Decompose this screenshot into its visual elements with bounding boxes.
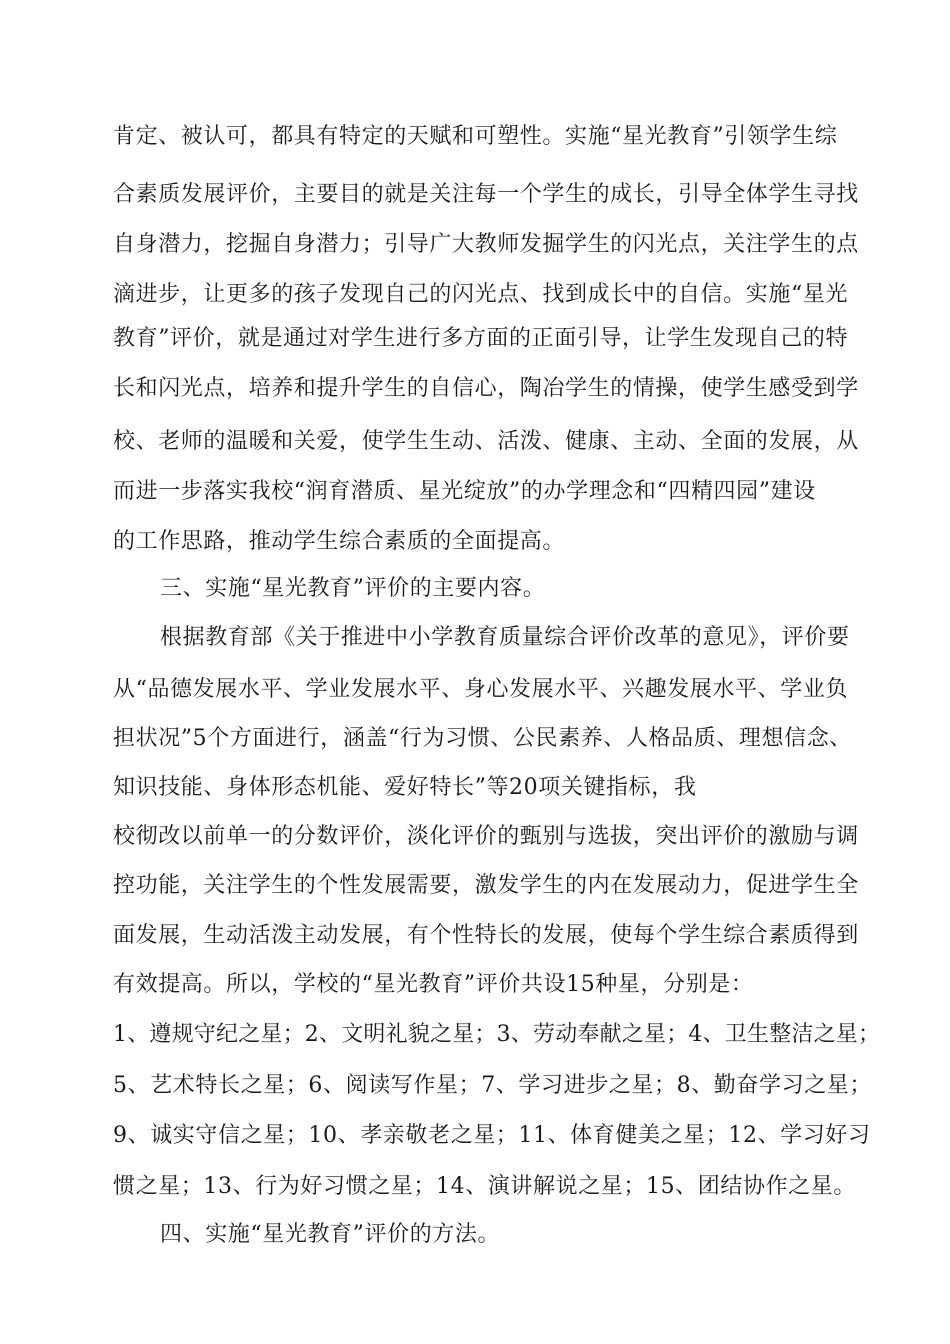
paragraph-line: 校彻改以前单一的分数评价，淡化评价的甄别与选拔，突出评价的激励与调 xyxy=(113,824,859,849)
paragraph-line: 滴进步，让更多的孩子发现自己的闪光点、找到成长中的自信。实施“星光 xyxy=(113,282,849,307)
paragraph-line: 面发展，生动活泼主动发展，有个性特长的发展，使每个学生综合素质得到 xyxy=(113,923,859,948)
paragraph-line: 自身潜力，挖掘自身潜力；引导广大教师发掘学生的闪光点，关注学生的点 xyxy=(113,232,859,257)
paragraph-line: 有效提高。所以，学校的“星光教育”评价共设15种星，分别是： xyxy=(113,972,754,997)
paragraph-line: 知识技能、身体形态机能、爱好特长”等20项关键指标，我 xyxy=(113,775,697,800)
paragraph-line: 担状况”5个方面进行，涵盖“行为习惯、公民素养、人格品质、理想信念、 xyxy=(113,726,852,751)
paragraph-line: 教育”评价，就是通过对学生进行多方面的正面引导，让学生发现自己的特 xyxy=(113,326,849,351)
paragraph-line: 肯定、被认可，都具有特定的天赋和可塑性。实施“星光教育”引领学生综 xyxy=(113,124,838,149)
paragraph-line: 根据教育部《关于推进中小学教育质量综合评价改革的意见》，评价要 xyxy=(160,625,850,650)
paragraph-line: 的工作思路，推动学生综合素质的全面提高。 xyxy=(113,529,566,554)
paragraph-line: 校、老师的温暖和关爱，使学生生动、活泼、健康、主动、全面的发展，从 xyxy=(113,429,859,454)
paragraph-line: 从“品德发展水平、学业发展水平、身心发展水平、兴趣发展水平、学业负 xyxy=(113,677,849,702)
paragraph-line: 长和闪光点，培养和提升学生的自信心，陶冶学生的情操，使学生感受到学 xyxy=(113,376,859,401)
star-list-line: 9、诚实守信之星；10、孝亲敬老之星；11、体育健美之星；12、学习好习 xyxy=(113,1123,871,1148)
star-list-line: 惯之星；13、行为好习惯之星；14、演讲解说之星；15、团结协作之星。 xyxy=(113,1174,856,1199)
paragraph-line: 而进一步落实我校“润育潜质、星光绽放”的办学理念和“四精四园”建设 xyxy=(113,479,816,504)
paragraph-line: 合素质发展评价，主要目的就是关注每一个学生的成长，引导全体学生寻找 xyxy=(113,182,859,207)
section-heading-4: 四、实施“星光教育”评价的方法。 xyxy=(160,1222,501,1247)
star-list-line: 5、艺术特长之星；6、阅读写作星；7、学习进步之星；8、勤奋学习之星； xyxy=(113,1073,872,1098)
paragraph-line: 控功能，关注学生的个性发展需要，激发学生的内在发展动力，促进学生全 xyxy=(113,873,859,898)
section-heading-3: 三、实施“星光教育”评价的主要内容。 xyxy=(160,576,546,601)
star-list-line: 1、遵规守纪之星；2、文明礼貌之星；3、劳动奉献之星；4、卫生整洁之星； xyxy=(113,1022,881,1047)
